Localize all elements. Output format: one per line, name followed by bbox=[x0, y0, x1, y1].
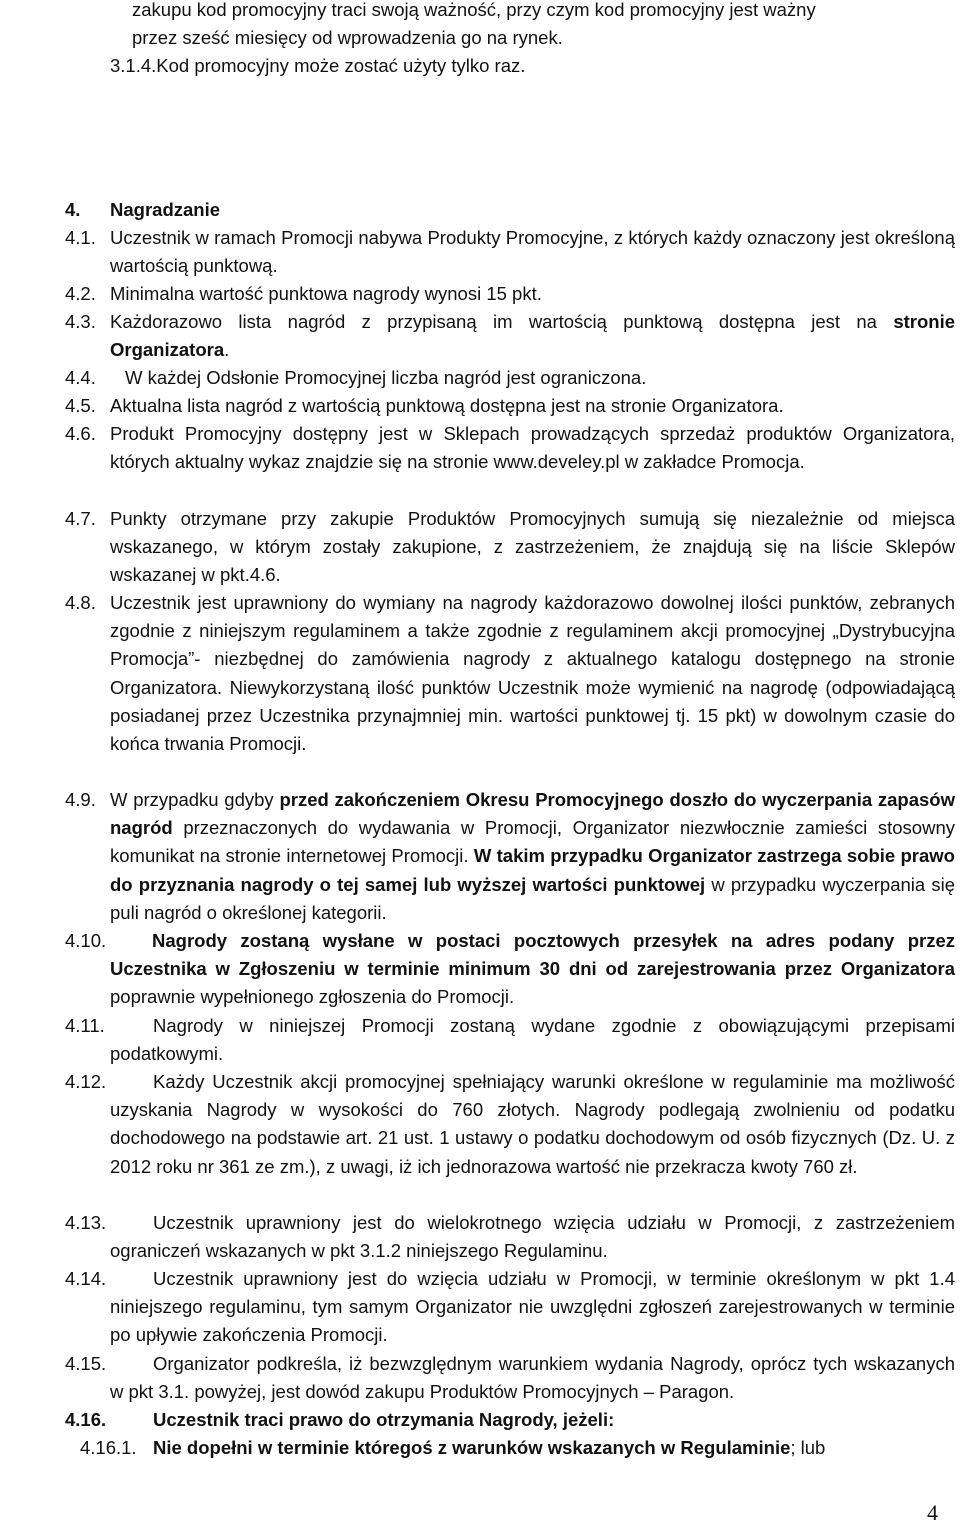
clause-4-4-text: W każdej Odsłonie Promocyjnej liczba nagród jest ograniczona. bbox=[125, 367, 647, 388]
clause-4-10-text bbox=[110, 927, 955, 1012]
clause-bold-text: stronie Organizatora bbox=[110, 311, 956, 361]
clause-number: 4.16. bbox=[65, 1409, 107, 1430]
clause-4-9-text bbox=[110, 786, 955, 927]
clause-4-6-text: Produkt Promocyjny dostępny jest w Sklepach prowadzących sprzedaż produktów Organizatora, których aktualny wykaz znajdzie się na stronie www.develey.pl w zakładce Promocja. bbox=[110, 423, 955, 473]
clause-4-1-text: Uczestnik w ramach Promocji nabywa Produkty Promocyjne, z których każdy oznaczony jest określoną wartością punktową. bbox=[110, 227, 955, 277]
clause-text: . bbox=[224, 339, 230, 361]
clause-4-3-text bbox=[110, 308, 955, 364]
clause-4-13-text: Uczestnik uprawniony jest do wielokrotnego wzięcia udziału w Promocji, z zastrzeżeniem ograniczeń wskazanych w pkt 3.1.2 niniejszego Regulaminu. bbox=[110, 1212, 955, 1262]
clause-4-14-text: Uczestnik uprawniony jest do wzięcia udziału w Promocji, w terminie określonym w pkt 1.4 niniejszego regulaminu, tym samym Organizator nie uwzględni zgłoszeń zarejestrowanych w terminie po upływie zakończenia Promocji. bbox=[110, 1268, 955, 1346]
clause-4-5-text: Aktualna lista nagród z wartością punktową dostępna jest na stronie Organizatora. bbox=[110, 395, 784, 416]
clause-text: poprawnie wypełnionego zgłoszenia do Promocji. bbox=[110, 986, 515, 1008]
text-line: zakupu kod promocyjny traci swoją ważność, przy czym kod promocyjny jest ważny bbox=[132, 0, 816, 20]
clause-number: 4.9. bbox=[65, 789, 96, 810]
clause-number: 4.6. bbox=[65, 423, 96, 444]
clause-bold-text: Nie dopełni w terminie któregoś z warunków wskazanych w Regulaminie bbox=[153, 1437, 791, 1458]
clause-bold-text: Nagrody zostaną wysłane w postaci pocztowych przesyłek na adres podany przez Uczestnika w Zgłoszeniu w terminie minimum 30 dni od zarejestrowania przez Organizatora bbox=[110, 930, 955, 980]
clause-number: 4.14. bbox=[65, 1268, 107, 1289]
clause-4-2-text: Minimalna wartość punktowa nagrody wynosi 15 pkt. bbox=[110, 283, 542, 304]
clause-4-8-text: Uczestnik jest uprawniony do wymiany na nagrody każdorazowo dowolnej ilości punktów, zebranych zgodnie z niniejszym regulaminem a także zgodnie z regulaminem akcji promocyjnej „Dystrybucyjna Promocja”- niezbędnej do zamówienia nagrody z aktualnego katalogu dostępnego na stronie Organizatora. Niewykorzystaną ilość punktów Uczestnik może wymienić na nagrodę (odpowiadającą posiadanej przez Uczestnika przynajmniej min. wartości punktowej tj. 15 pkt) w dowolnym czasie do końca trwania Promocji. bbox=[110, 592, 955, 755]
clause-4-7-text: Punkty otrzymane przy zakupie Produktów Promocyjnych sumują się niezależnie od miejsca wskazanego, w którym zostały zakupione, z zastrzeżeniem, że znajdują się na liście Sklepów wskazanej w pkt.4.6. bbox=[110, 508, 955, 586]
clause-number: 4.16.1. bbox=[80, 1437, 137, 1458]
clause-number: 4.1. bbox=[65, 227, 96, 248]
clause-4-16-1-text bbox=[153, 1434, 825, 1462]
clause-number: 4.2. bbox=[65, 283, 96, 304]
clause-text: Każdorazowo lista nagród z przypisaną im wartością punktową dostępna jest na bbox=[110, 311, 877, 332]
clause-number: 4.8. bbox=[65, 592, 96, 613]
clause-4-12-text: Każdy Uczestnik akcji promocyjnej spełniający warunki określone w regulaminie ma możliwość uzyskania Nagrody w wysokości do 760 złotych. Nagrody podlegają zwolnieniu od podatku dochodowego na podstawie art. 21 ust. 1 ustawy o podatku dochodowym od osób fizycznych (Dz. U. z 2012 roku nr 361 ze zm.), z uwagi, iż ich jednorazowa wartość nie przekracza kwoty 760 zł. bbox=[110, 1071, 955, 1177]
clause-4-16-text: Uczestnik traci prawo do otrzymania Nagrody, jeżeli: bbox=[153, 1409, 615, 1430]
clause-text: w przypadku wyczerpania się puli nagród o określonej kategorii. bbox=[110, 873, 956, 923]
clause-4-11-text: Nagrody w niniejszej Promocji zostaną wydane zgodnie z obowiązującymi przepisami podatkowymi. bbox=[110, 1015, 955, 1065]
section-number: 4. bbox=[65, 199, 81, 220]
clause-text: ; lub bbox=[790, 1437, 826, 1458]
clause-bold-text: W takim przypadku Organizator zastrzega sobie prawo do przyznania nagrody o tej samej lub wyższej wartości punktowej bbox=[110, 845, 955, 895]
clause-number: 4.4. bbox=[65, 367, 96, 388]
clause-text: przeznaczonych do wydawania w Promocji, Organizator niezwłocznie zamieści stosowny komunikat na stronie internetowej Promocji. bbox=[110, 817, 955, 867]
clause-number: 4.5. bbox=[65, 395, 96, 416]
clause-number: 4.11. bbox=[65, 1015, 105, 1036]
clause-text: W przypadku gdyby bbox=[110, 789, 274, 810]
page-number: 4 bbox=[927, 1500, 938, 1525]
clause-number: 4.7. bbox=[65, 508, 96, 529]
clause-bold-text: przed zakończeniem Okresu Promocyjnego doszło do wyczerpania zapasów nagród bbox=[110, 789, 956, 839]
section-title: Nagradzanie bbox=[110, 199, 221, 220]
clause-number: 4.10. bbox=[65, 930, 107, 951]
clause-number: 4.13. bbox=[65, 1212, 107, 1233]
clause-3-1-4: 3.1.4.Kod promocyjny może zostać użyty tylko raz. bbox=[110, 55, 526, 76]
clause-number: 4.12. bbox=[65, 1071, 107, 1092]
clause-number: 4.3. bbox=[65, 311, 96, 332]
text-line: przez sześć miesięcy od wprowadzenia go na rynek. bbox=[132, 27, 563, 48]
clause-number: 4.15. bbox=[65, 1353, 107, 1374]
clause-4-15-text: Organizator podkreśla, iż bezwzględnym warunkiem wydania Nagrody, oprócz tych wskazanych w pkt 3.1. powyżej, jest dowód zakupu Produktów Promocyjnych – Paragon. bbox=[110, 1353, 955, 1403]
